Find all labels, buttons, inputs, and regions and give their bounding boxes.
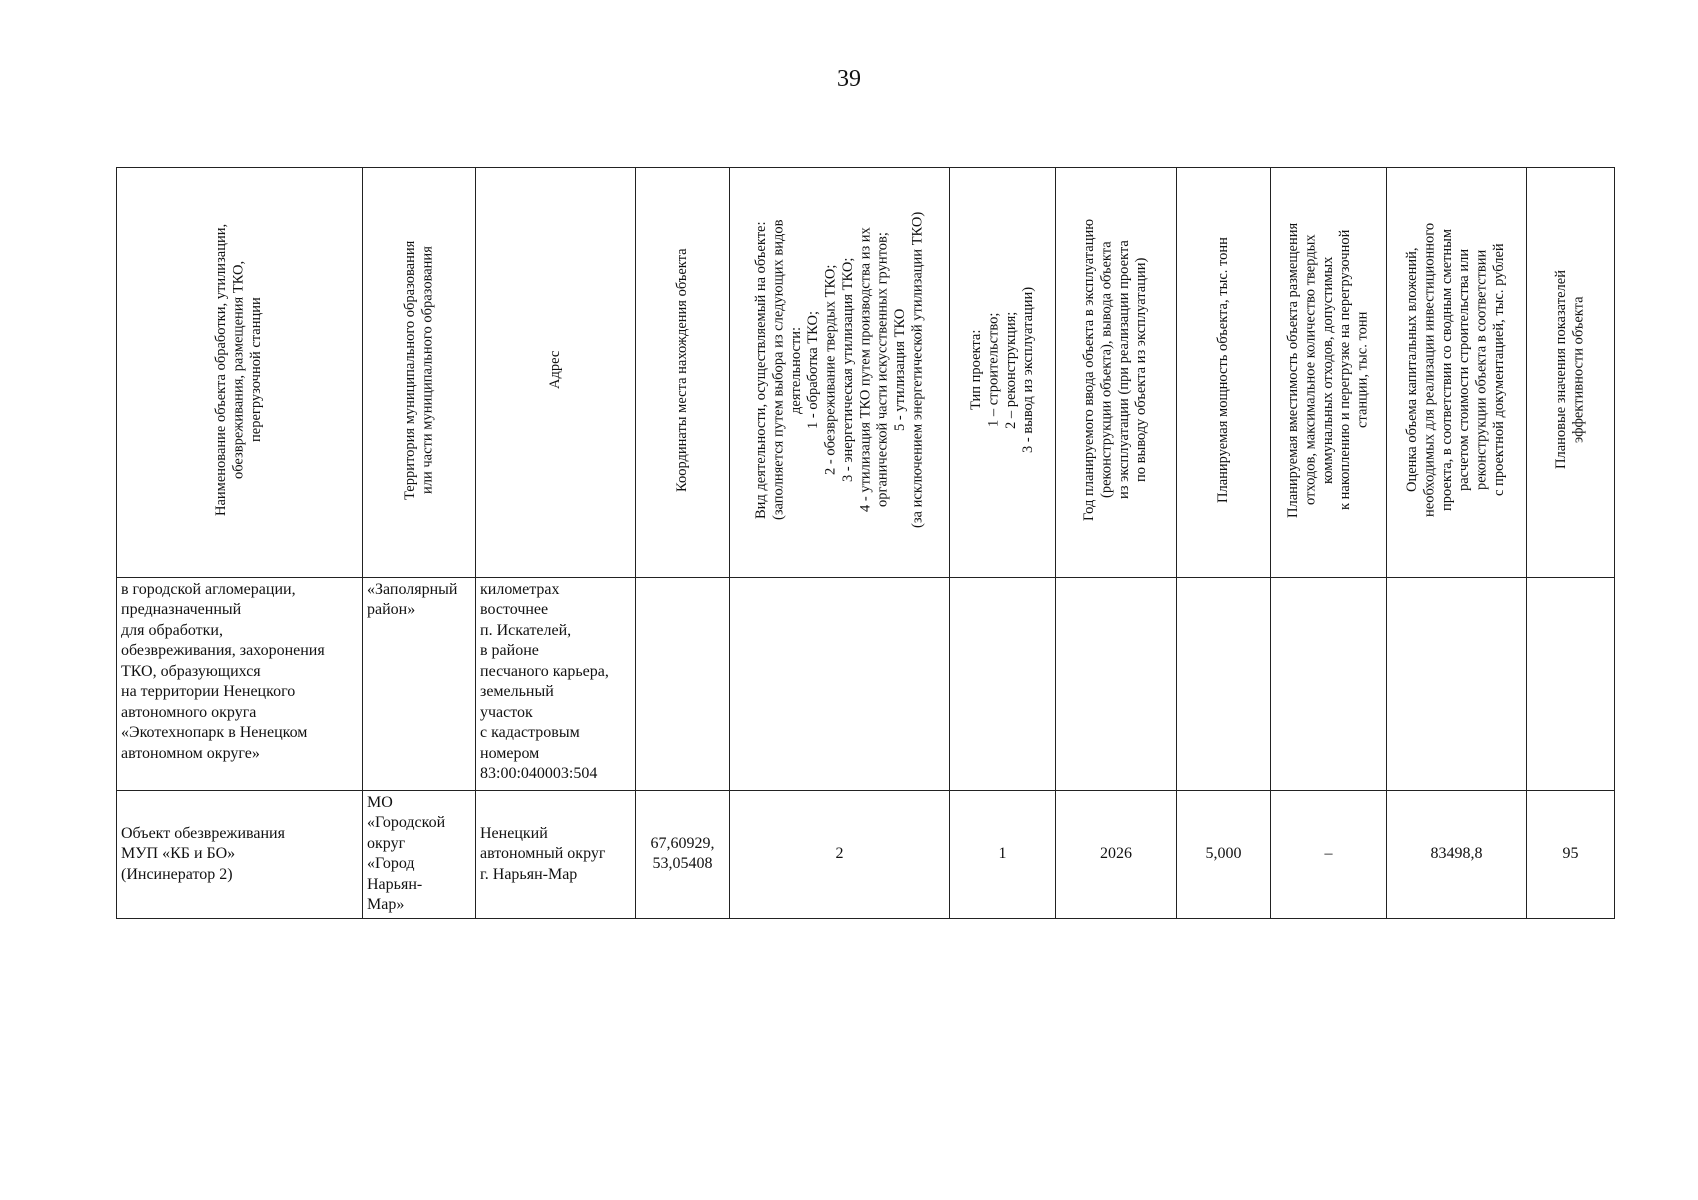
cell-investment: 83498,8 [1387,791,1527,919]
header-volume: Планируемая вместимость объекта размещения отходов, максимальное количество твердых коммунальных отходов, допустимых к накоплению и перегрузке на перегрузочной станции, тыс. тонн [1285,222,1371,518]
header-cell-territory [363,168,476,578]
cell-year [1056,578,1177,791]
cell-efficiency: 95 [1527,791,1615,919]
cell-year: 2026 [1056,791,1177,919]
cell-activity [730,578,950,791]
header-cell-activity [730,168,950,578]
cell-efficiency [1527,578,1615,791]
header-coords: Координаты места нахождения объекта [673,248,690,492]
header-activity: Вид деятельности, осуществляемый на объекте: (заполняется путем выбора из следующих видов деятельности: 1 - обработка ТКО; 2 - обезвреживание твердых ТКО; 3 - энергетическая утилизация ТКО; 4 - утилизация ТКО путем производства из их органической части искусственных грунтов; 5 - утилизация ТКО (за исключением энергетической утилизации ТКО) [752,211,926,529]
header-capacity: Планируемая мощность объекта, тыс. тонн [1214,237,1231,503]
header-cell-address [476,168,636,578]
cell-project-type [950,578,1056,791]
cell-capacity: 5,000 [1177,791,1271,919]
header-address: Адрес [546,350,563,390]
header-cell-year [1056,168,1177,578]
header-efficiency: Плановые значения показателей эффективности объекта [1553,270,1587,470]
cell-territory: «Заполярный район» [363,578,476,791]
table-row [117,791,1615,919]
cell-name: в городской агломерации, предназначенный для обработки, обезвреживания, захоронения ТКО, образующихся на территории Ненецкого автономного округа «Экотехнопарк в Ненецком автономном округе» [117,578,363,791]
header-cell-coords [636,168,730,578]
header-year: Год планируемого ввода объекта в эксплуатацию (реконструкции объекта), вывода объекта из эксплуатации (при реализации проекта по выводу объекта из эксплуатации) [1081,218,1150,522]
header-project-type: Тип проекта: 1 – строительство; 2 – реконструкция; 3 - вывод из эксплуатации) [967,286,1036,454]
cell-address: Ненецкий автономный округ г. Нарьян-Мар [476,791,636,919]
cell-territory: МО «Городской округ «Город Нарьян- Мар» [363,791,476,919]
cell-volume [1271,578,1387,791]
page-number: 39 [837,66,861,92]
table-row [117,578,1615,791]
header-territory: Территория муниципального образования или части муниципального образования [401,240,435,500]
header-investment: Оценка объема капитальных вложений, необходимых для реализации инвестиционного проекта, в соответствии со сводным сметным расчетом стоимости строительства или реконструкции объекта в соответствии с проектной документацией, тыс. рублей [1404,222,1508,518]
cell-coords [636,578,730,791]
header-row [117,168,1615,578]
cell-volume: – [1271,791,1387,919]
header-name: Наименование объекта обработки, утилизации, обезвреживания, размещения ТКО, перегрузочной станции [213,223,265,517]
header-cell-investment [1387,168,1527,578]
cell-activity: 2 [730,791,950,919]
header-cell-capacity [1177,168,1271,578]
objects-table [116,167,1615,919]
header-cell-name [117,168,363,578]
cell-name: Объект обезвреживания МУП «КБ и БО» (Инсинератор 2) [117,791,363,919]
cell-investment [1387,578,1527,791]
header-cell-efficiency [1527,168,1615,578]
cell-project-type: 1 [950,791,1056,919]
cell-coords: 67,60929, 53,05408 [636,791,730,919]
cell-capacity [1177,578,1271,791]
cell-address: километрах восточнее п. Искателей, в районе песчаного карьера, земельный участок с кадастровым номером 83:00:040003:504 [476,578,636,791]
header-cell-volume [1271,168,1387,578]
header-cell-project-type [950,168,1056,578]
